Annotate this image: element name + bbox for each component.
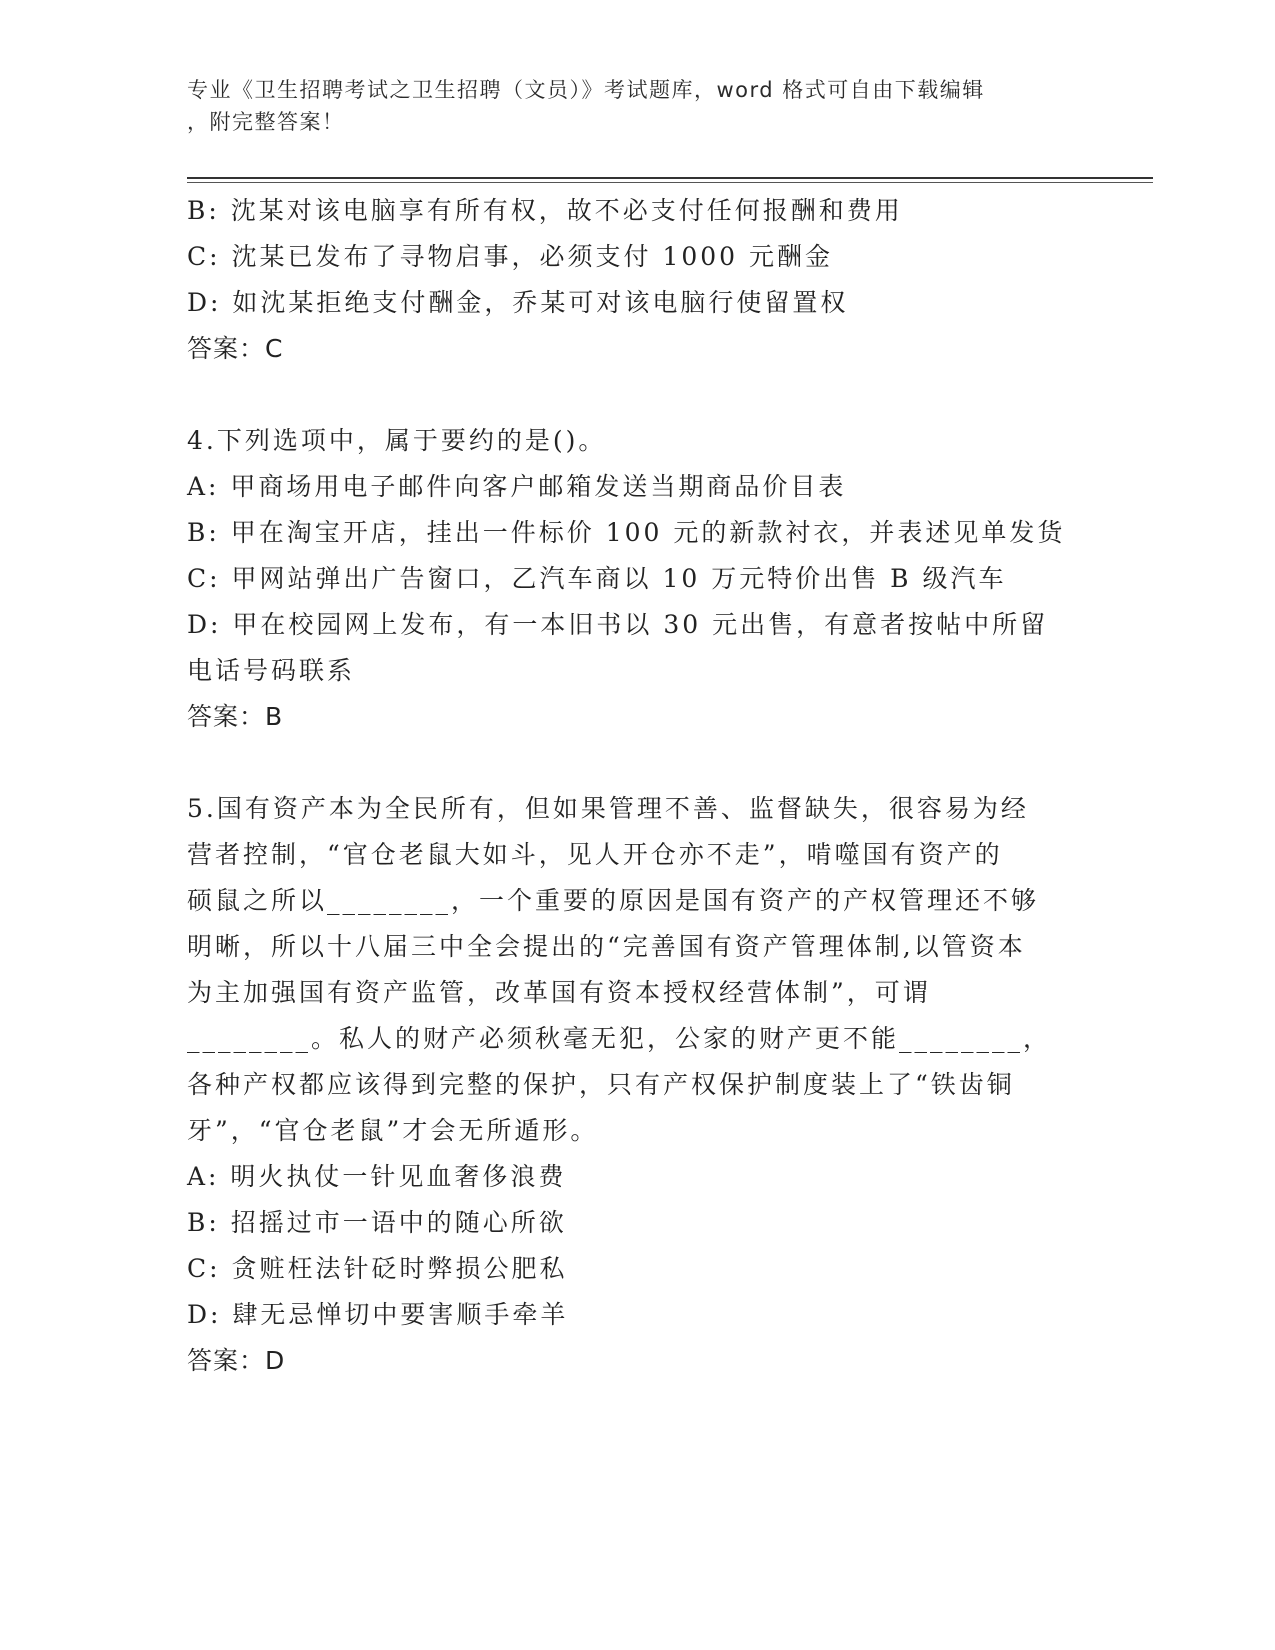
q5-answer: 答案：D — [187, 1346, 286, 1375]
q3-option-c: C: 沈某已发布了寻物启事，必须支付 1000 元酬金 — [187, 242, 834, 271]
q5-stem-line: 硕鼠之所以________，一个重要的原因是国有资产的产权管理还不够 — [187, 886, 1040, 915]
spacer — [187, 372, 1077, 418]
q5-stem-line: 5.国有资产本为全民所有，但如果管理不善、监督缺失，很容易为经 — [187, 794, 1029, 823]
spacer — [187, 740, 1077, 786]
q5-stem-line: 明晰，所以十八届三中全会提出的“完善国有资产管理体制,以管资本 — [187, 932, 1026, 961]
q5-stem-line: ________。私人的财产必须秋毫无犯，公家的财产更不能________， — [187, 1024, 1052, 1053]
header-rule-thin — [187, 182, 1153, 183]
q4-option-d-line-2: 电话号码联系 — [187, 656, 356, 685]
question-5 — [187, 786, 1077, 1384]
header-line-2: ，附完整答案！ — [187, 110, 345, 134]
q5-option-d: D: 肆无忌惮切中要害顺手牵羊 — [187, 1300, 569, 1329]
q5-stem-line: 营者控制，“官仓老鼠大如斗，见人开仓亦不走”，啃噬国有资产的 — [187, 840, 1003, 869]
question-4 — [187, 418, 1077, 740]
question-3-tail — [187, 188, 1077, 372]
header-rule-thick — [187, 177, 1153, 179]
q3-option-d: D: 如沈某拒绝支付酬金，乔某可对该电脑行使留置权 — [187, 288, 849, 317]
q3-option-b: B: 沈某对该电脑享有所有权，故不必支付任何报酬和费用 — [187, 196, 903, 225]
q3-answer: 答案：C — [187, 334, 284, 363]
document-body — [187, 188, 1077, 1384]
q5-stem-line: 为主加强国有资产监管，改革国有资本授权经营体制”，可谓 — [187, 978, 931, 1007]
q4-option-a: A: 甲商场用电子邮件向客户邮箱发送当期商品价目表 — [187, 472, 847, 501]
q4-option-c: C: 甲网站弹出广告窗口，乙汽车商以 10 万元特价出售 B 级汽车 — [187, 564, 1007, 593]
document-header — [187, 74, 1067, 138]
q5-stem-line: 各种产权都应该得到完整的保护，只有产权保护制度装上了“铁齿铜 — [187, 1070, 1015, 1099]
q5-option-b: B: 招摇过市一语中的随心所欲 — [187, 1208, 567, 1237]
q4-answer: 答案：B — [187, 702, 284, 731]
q4-stem: 4.下列选项中，属于要约的是()。 — [187, 426, 607, 455]
header-line-1: 专业《卫生招聘考试之卫生招聘（文员）》考试题库，word 格式可自由下载编辑 — [187, 78, 985, 102]
q5-option-c: C: 贪赃枉法针砭时弊损公肥私 — [187, 1254, 568, 1283]
q4-option-d-line-1: D: 甲在校园网上发布，有一本旧书以 30 元出售，有意者按帖中所留 — [187, 610, 1049, 639]
q5-option-a: A: 明火执仗一针见血奢侈浪费 — [187, 1162, 567, 1191]
q5-stem-line: 牙”，“官仓老鼠”才会无所遁形。 — [187, 1116, 599, 1145]
q4-option-b: B: 甲在淘宝开店，挂出一件标价 100 元的新款衬衣，并表述见单发货 — [187, 518, 1066, 547]
